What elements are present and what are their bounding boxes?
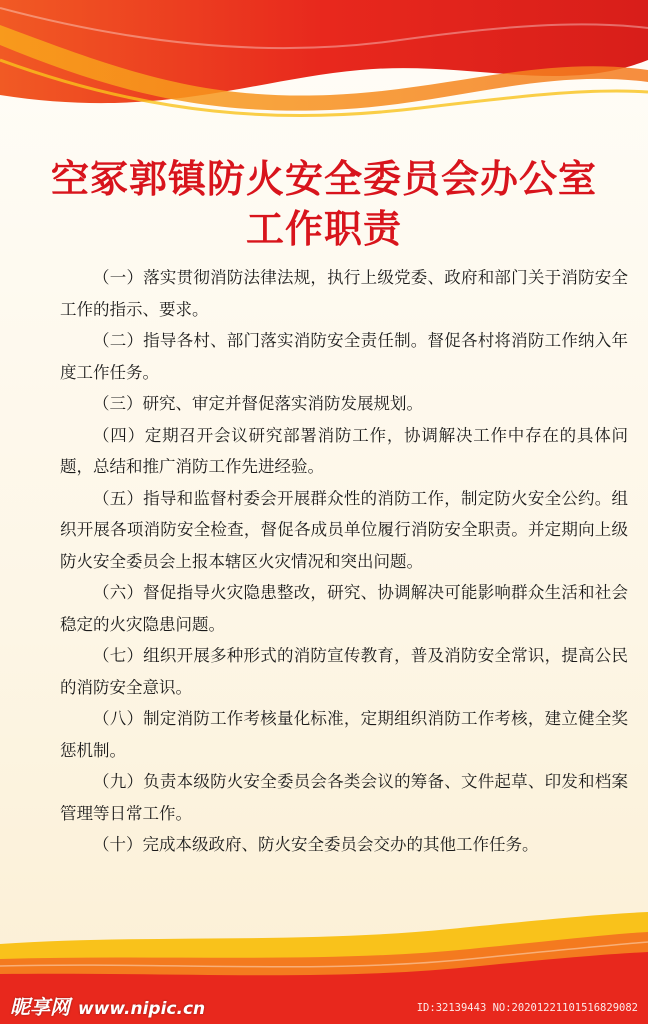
page-title-line-2: 工作职责 bbox=[245, 206, 402, 251]
duty-item-6: （六）督促指导火灾隐患整改，研究、协调解决可能影响群众生活和社会稳定的火灾隐患问题。 bbox=[60, 583, 628, 634]
duty-item-8: （八）制定消防工作考核量化标准，定期组织消防工作考核，建立健全奖惩机制。 bbox=[60, 709, 628, 760]
watermark-brand bbox=[10, 991, 205, 1020]
duty-item-3: （三）研究、审定并督促落实消防发展规划。 bbox=[93, 394, 423, 413]
duty-item-7: （七）组织开展多种形式的消防宣传教育，普及消防安全常识，提高公民的消防安全意识。 bbox=[60, 646, 628, 697]
duty-item-5: （五）指导和监督村委会开展群众性的消防工作，制定防火安全公约。组织开展各项消防安全检查，督促各成员单位履行消防安全职责。并定期向上级防火安全委员会上报本辖区火灾情况和突出问题。 bbox=[60, 488, 628, 571]
duty-item-1: （一）落实贯彻消防法律法规，执行上级党委、政府和部门关于消防安全工作的指示、要求。 bbox=[60, 268, 628, 319]
duty-item-10: （十）完成本级政府、防火安全委员会交办的其他工作任务。 bbox=[93, 835, 539, 854]
top-wave-decoration bbox=[0, 0, 648, 140]
duty-item-9: （九）负责本级防火安全委员会各类会议的筹备、文件起草、印发和档案管理等日常工作。 bbox=[60, 772, 628, 823]
watermark-url: www.nipic.cn bbox=[78, 999, 206, 1019]
duty-item-2: （二）指导各村、部门落实消防安全责任制。督促各村将消防工作纳入年度工作任务。 bbox=[60, 331, 628, 382]
watermark-brand-name: 昵享网 bbox=[10, 995, 70, 1019]
page-title-line-1: 空冢郭镇防火安全委员会办公室 bbox=[50, 156, 597, 201]
watermark-id: ID:32139443 NO:20201221101516829082 bbox=[416, 1002, 638, 1014]
duties-list bbox=[60, 262, 628, 861]
duty-item-4: （四）定期召开会议研究部署消防工作，协调解决工作中存在的具体问题，总结和推广消防工作先进经验。 bbox=[60, 425, 628, 476]
